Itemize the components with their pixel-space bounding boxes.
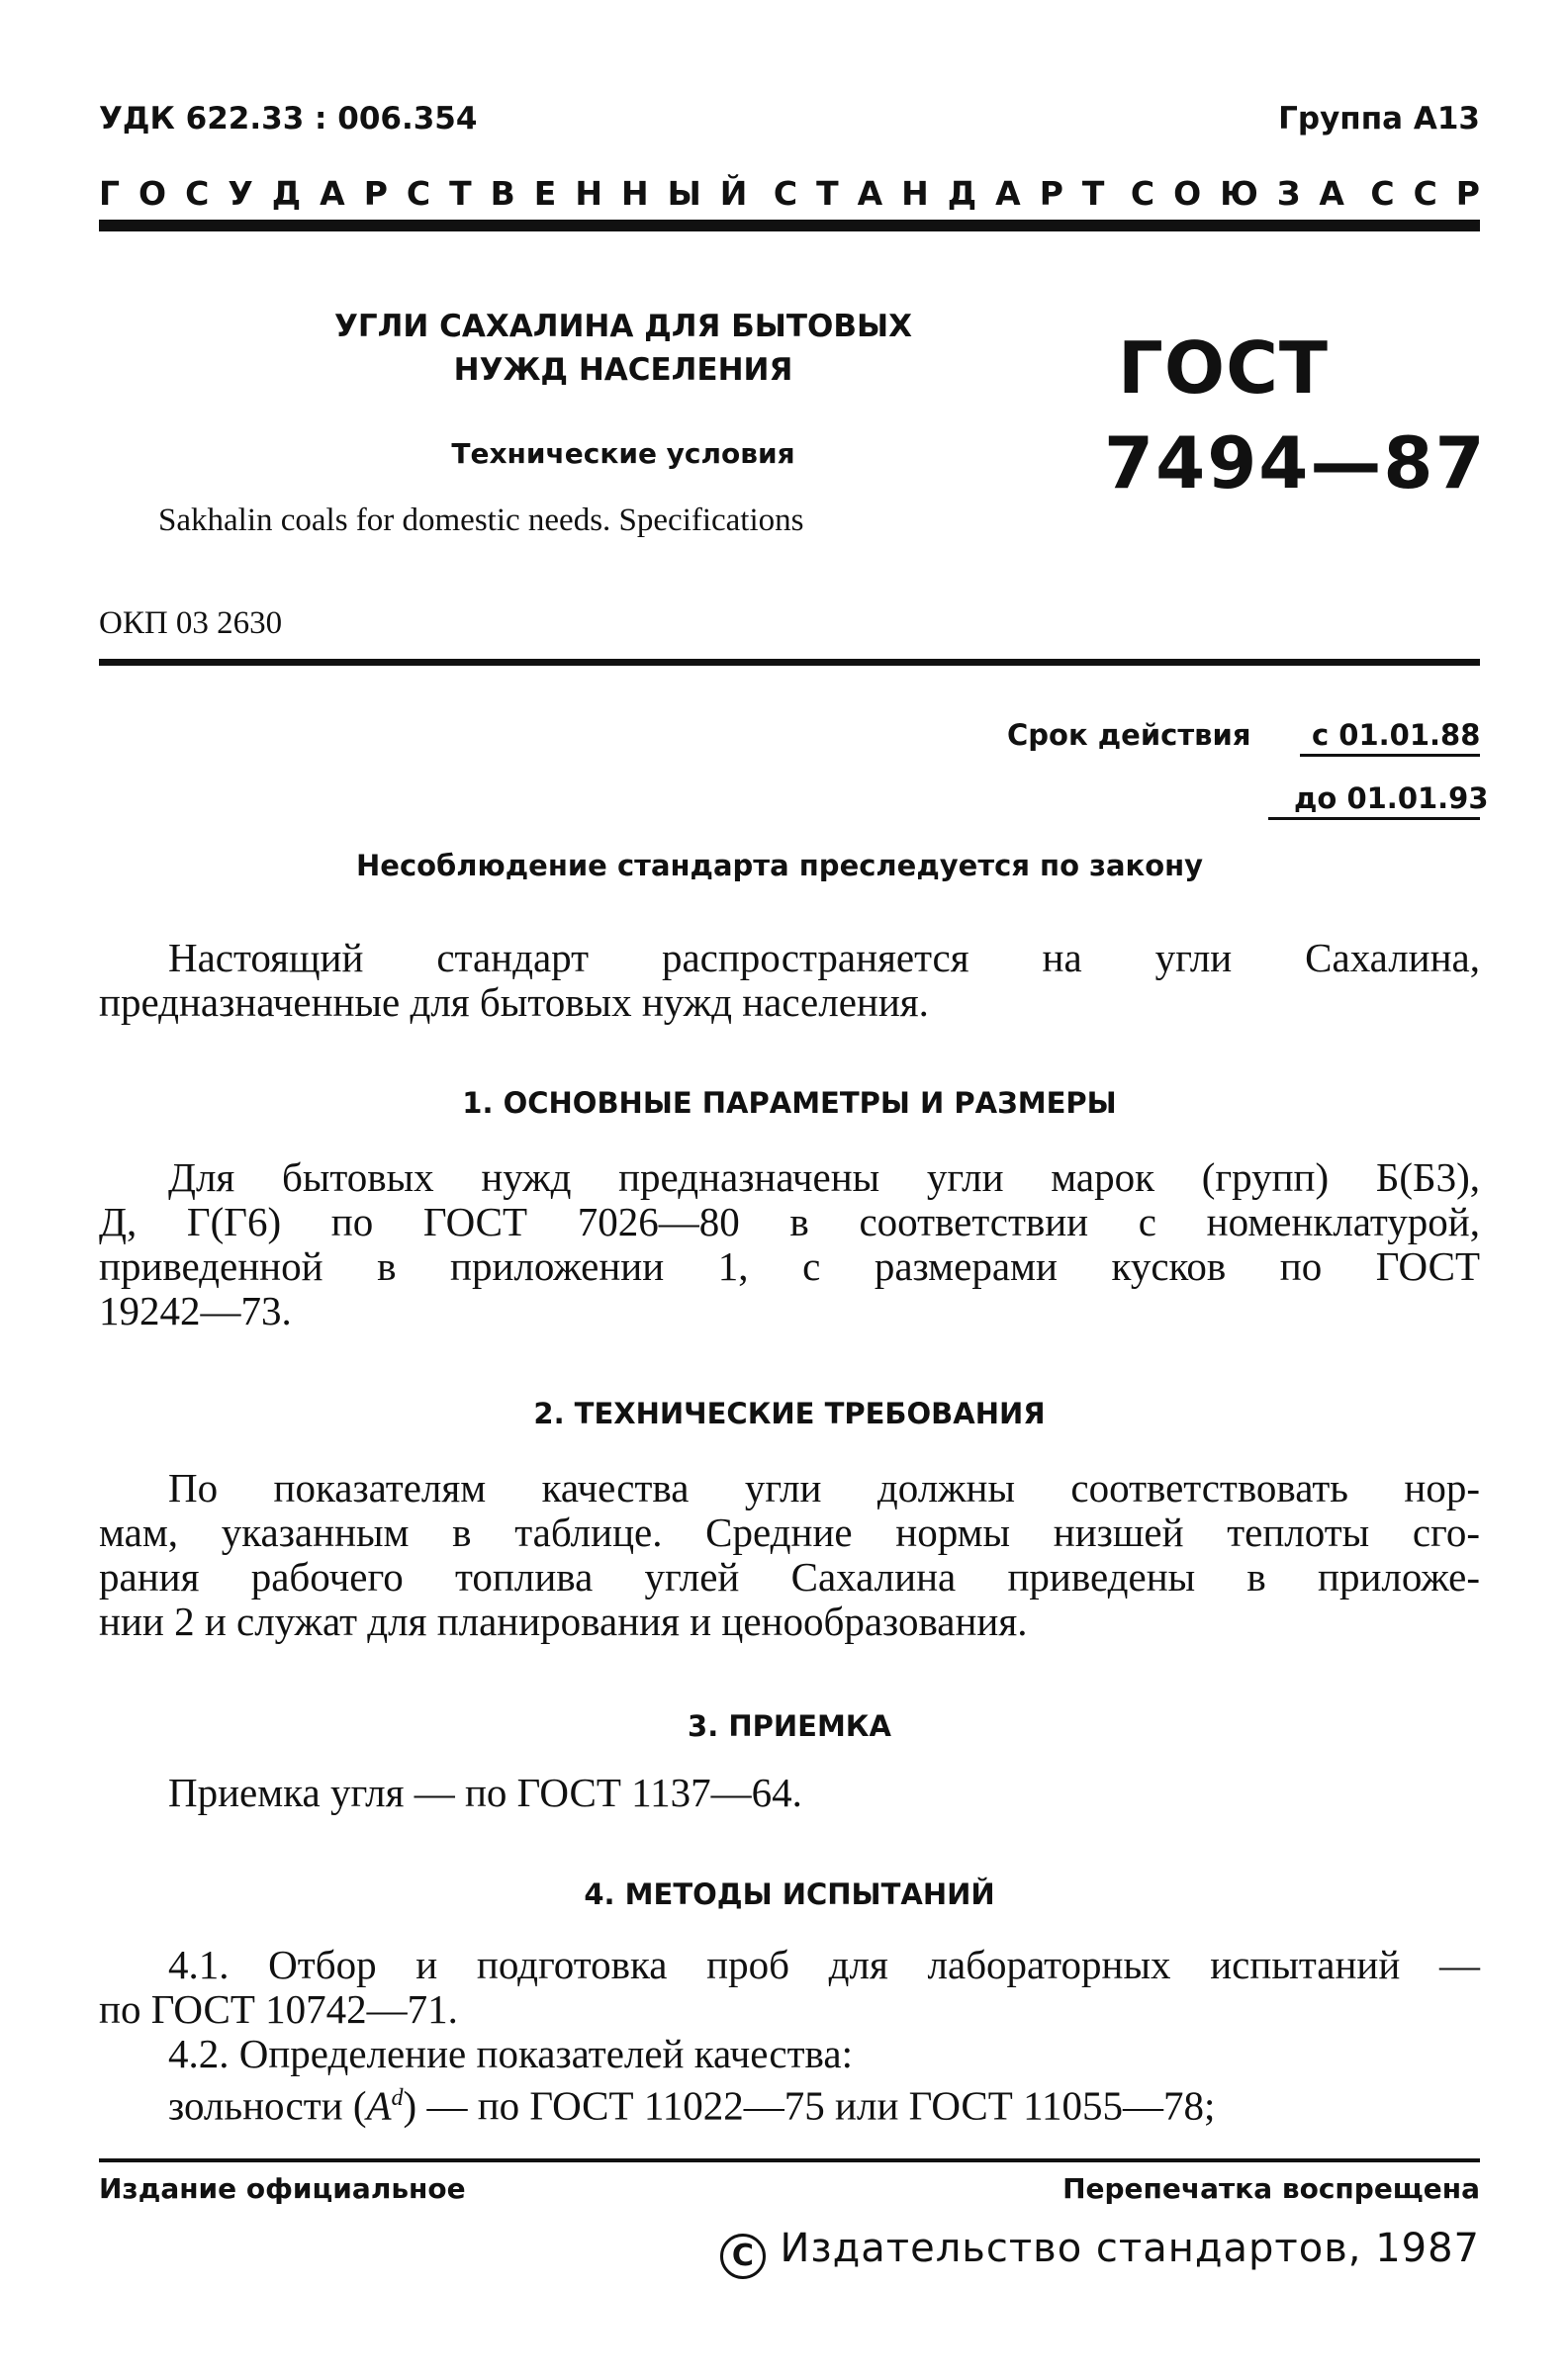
section-3-line: Приемка угля — по ГОСТ 1137—64.: [168, 1770, 802, 1815]
validity-from-underline: [1300, 754, 1480, 757]
gost-number: 7494—87: [1104, 421, 1487, 504]
gost-label: ГОСТ: [1118, 326, 1330, 410]
standard-title-letter: С: [1130, 174, 1155, 213]
validity-label: Срок действия: [1007, 718, 1251, 752]
section-1-line: Д, Г(Г6) по ГОСТ 7026—80 в соответствии с номенклатурой,: [99, 1199, 1480, 1244]
standard-title-letter: Е: [533, 174, 557, 213]
section-1-line: 19242—73.: [99, 1288, 292, 1333]
validity-to-underline: [1268, 817, 1480, 820]
standard-title-letter: Н: [901, 174, 929, 213]
standard-title-letter: О: [138, 174, 167, 213]
law-notice: Несоблюдение стандарта преследуется по закону: [356, 849, 1204, 882]
ash-suffix: ) — по ГОСТ 11022—75 или ГОСТ 11055—78;: [403, 2082, 1216, 2129]
standard-title-letter: А: [320, 174, 345, 213]
standard-title-letter: Д: [947, 174, 977, 213]
standard-title-letter: У: [228, 174, 253, 213]
intro-line: Настоящий стандарт распространяется на угли Сахалина,: [168, 935, 1480, 980]
section-1-heading: 1. ОСНОВНЫЕ ПАРАМЕТРЫ И РАЗМЕРЫ: [462, 1086, 1117, 1120]
standard-title-letter: С: [773, 174, 798, 213]
standard-title-word: [774, 174, 1105, 213]
standard-title-word: [1131, 174, 1344, 213]
standard-title-letter: Н: [620, 174, 649, 213]
publisher-text: Издательство стандартов, 1987: [780, 2226, 1480, 2271]
validity-to: до 01.01.93: [1294, 781, 1489, 815]
standard-title-letter: С: [1413, 174, 1437, 213]
validity-from: с 01.01.88: [1312, 718, 1481, 752]
udk-code: УДК 622.33 : 006.354: [99, 101, 478, 137]
standard-title-letter: Р: [1039, 174, 1063, 213]
standard-title-letter: А: [857, 174, 883, 213]
section-4-heading: 4. МЕТОДЫ ИСПЫТАНИЙ: [584, 1877, 995, 1911]
ash-line: [99, 2076, 1480, 2129]
doc-subtitle: Технические условия: [451, 437, 795, 470]
standard-title-word: [99, 174, 747, 213]
section-2-line: рания рабочего топлива углей Сахалина приведены в приложе-: [99, 1554, 1480, 1600]
english-title: Sakhalin coals for domestic needs. Specifications: [158, 503, 804, 538]
intro-line: предназначенные для бытовых нужд населения.: [99, 979, 929, 1025]
ash-prefix: зольности (: [168, 2082, 367, 2129]
section-4-line: 4.1. Отбор и подготовка проб для лабораторных испытаний —: [168, 1942, 1480, 1987]
doc-title-line1: УГЛИ САХАЛИНА ДЛЯ БЫТОВЫХ: [333, 309, 913, 344]
section-2-line: мам, указанным в таблице. Средние нормы низшей теплоты сго-: [99, 1510, 1480, 1555]
standard-title-word: [1370, 174, 1480, 213]
footer-reprint-notice: Перепечатка воспрещена: [1062, 2172, 1480, 2205]
section-2-line: По показателям качества угли должны соответствовать нор-: [168, 1465, 1480, 1510]
standard-title-letter: А: [1319, 174, 1344, 213]
okp-code: ОКП 03 2630: [99, 605, 283, 641]
ash-symbol: A: [366, 2082, 392, 2129]
section-4-line: 4.2. Определение показателей качества:: [168, 2031, 853, 2076]
standard-title-letter: Д: [271, 174, 302, 213]
standard-title-letter: Й: [719, 174, 748, 213]
standard-title-letter: С: [406, 174, 431, 213]
standard-title-letter: Р: [1455, 174, 1480, 213]
standard-title-letter: Ю: [1220, 174, 1258, 213]
section-2-heading: 2. ТЕХНИЧЕСКИЕ ТРЕБОВАНИЯ: [533, 1397, 1046, 1430]
standard-title-letter: Т: [816, 174, 839, 213]
standard-title-letter: С: [1370, 174, 1395, 213]
standard-title-letter: Р: [363, 174, 388, 213]
group-code: Группа А13: [1278, 101, 1480, 137]
intro-paragraph: [99, 936, 1480, 1025]
section-4-paragraph: [99, 1942, 1480, 2129]
footer-rule: [99, 2158, 1480, 2162]
title-rule: [99, 659, 1480, 666]
header-rule: [99, 220, 1480, 231]
copyright-icon: C: [720, 2234, 766, 2279]
section-1-paragraph: [99, 1155, 1480, 1333]
standard-title-letter: Г: [99, 174, 121, 213]
standard-title-letter: Т: [1081, 174, 1105, 213]
section-1-line: Для бытовых нужд предназначены угли марок (групп) Б(Б3),: [168, 1154, 1480, 1200]
publisher-line: [720, 2226, 1480, 2279]
standard-title: [99, 174, 1480, 213]
standard-title-letter: Н: [575, 174, 602, 213]
doc-title-line2: НУЖД НАСЕЛЕНИЯ: [453, 352, 793, 388]
ash-superscript: d: [391, 2085, 404, 2111]
footer-official-edition: Издание официальное: [99, 2172, 466, 2205]
standard-title-letter: А: [995, 174, 1021, 213]
standard-title-letter: С: [185, 174, 210, 213]
standard-title-letter: В: [490, 174, 515, 213]
section-1-line: приведенной в приложении 1, с размерами кусков по ГОСТ: [99, 1243, 1480, 1289]
standard-title-letter: Ы: [667, 174, 701, 213]
standard-title-letter: Т: [449, 174, 472, 213]
section-2-line: нии 2 и служат для планирования и ценообразования.: [99, 1599, 1028, 1644]
standard-title-letter: З: [1276, 174, 1301, 213]
section-4-line: по ГОСТ 10742—71.: [99, 1986, 458, 2032]
section-3-heading: 3. ПРИЕМКА: [688, 1709, 891, 1743]
section-2-paragraph: [99, 1466, 1480, 1644]
standard-title-letter: О: [1173, 174, 1202, 213]
section-3-paragraph: [99, 1771, 1480, 1815]
